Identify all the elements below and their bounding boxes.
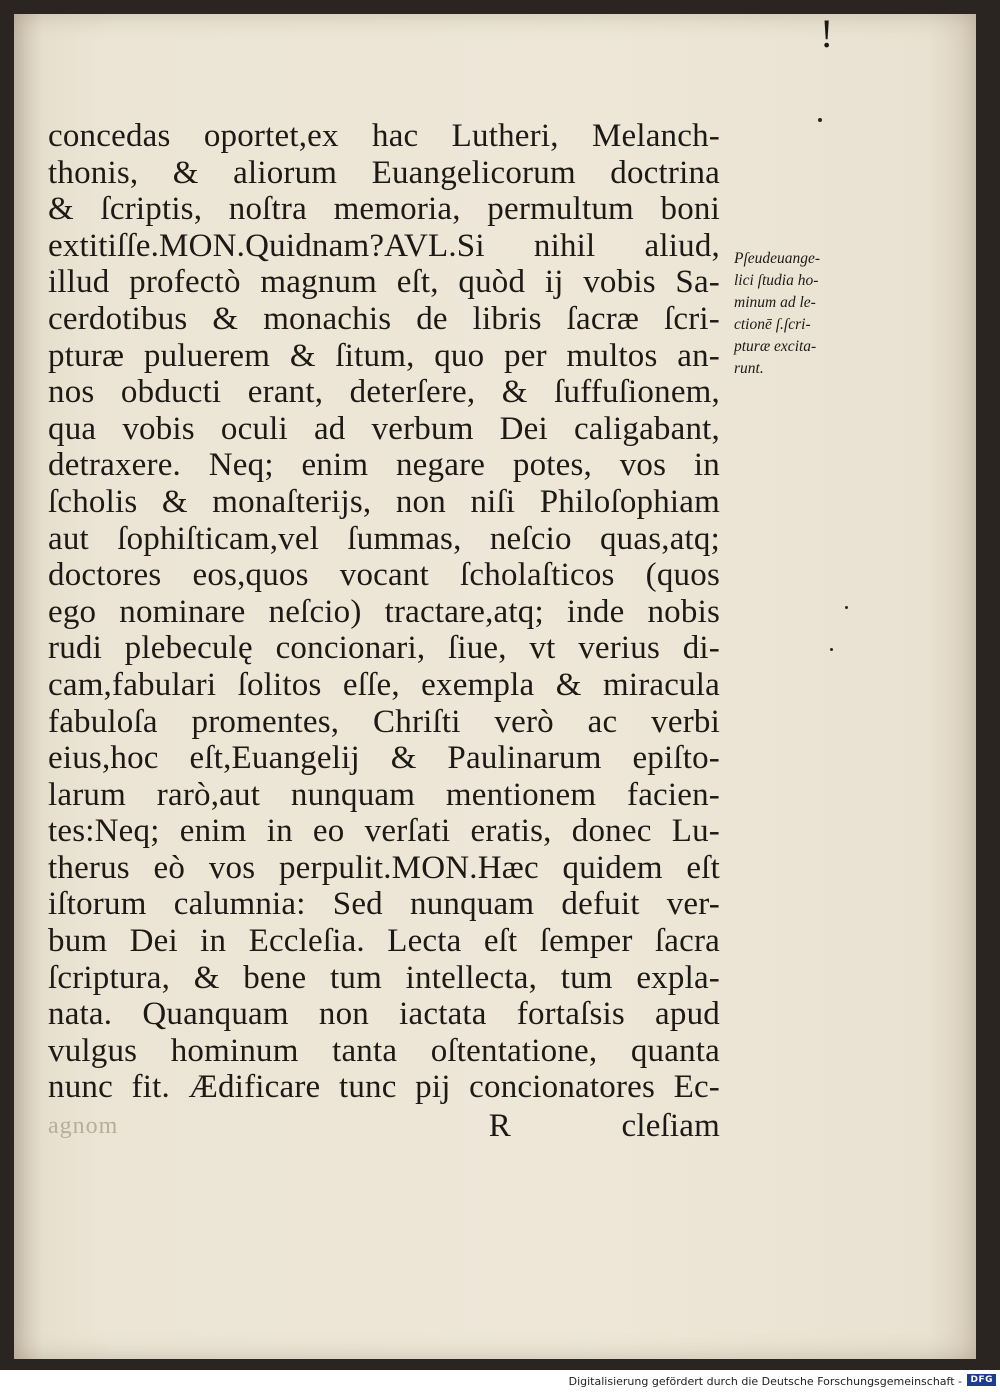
text-line: & ſcriptis, noſtra memoria, permultum boni (48, 191, 720, 228)
text-line: ſcholis & monaſterijs, non niſi Philoſophiam (48, 483, 720, 520)
text-line: iſtorum calumnia: Sed nunquam defuit ver- (48, 886, 720, 923)
marginal-note-line: minum ad le- (734, 294, 816, 311)
text-line: eius,hoc eſt,Euangelij & Paulinarum epiſto- (48, 740, 720, 777)
text-line: thonis, & aliorum Euangelicorum doctrina (48, 154, 720, 191)
marginal-note-line: runt. (734, 360, 764, 377)
show-through-text: agnom (48, 1113, 119, 1140)
text-line: therus eò vos perpulit.MON.Hæc quidem eſt (48, 849, 720, 886)
signature-mark: R (488, 1108, 512, 1145)
text-line: fabuloſa promentes, Chriſti verò ac verbi (48, 703, 720, 740)
marginal-note-line: Pſeudeuange- (734, 250, 821, 267)
marginal-note-line: ctionē ſ.ſcri- (734, 316, 811, 333)
text-line: extitiſſe.MON.Quidnam?AVL.Si nihil aliud, (48, 227, 720, 264)
top-margin-mark: ! (820, 11, 834, 56)
catchword: cleſiam (621, 1108, 720, 1145)
text-line: doctores eos,quos vocant ſcholaſticos (quos (48, 557, 720, 594)
text-line: detraxere. Neq; enim negare potes, vos in (48, 447, 720, 484)
footer-credit: Digitalisierung gefördert durch die Deutsche Forschungsgemeinschaft - (568, 1375, 962, 1388)
body-text (48, 118, 720, 1145)
marginal-note-line: lici ſtudia ho- (734, 272, 819, 289)
text-line: concedas oportet,ex hac Lutheri, Melanch- (48, 118, 720, 154)
ink-speck (830, 648, 833, 651)
text-line: illud profectò magnum eſt, quòd ij vobis Sa- (48, 264, 720, 301)
ink-speck (818, 118, 822, 122)
text-line: cerdotibus & monachis de libris ſacræ ſcri- (48, 300, 720, 337)
ink-speck (845, 606, 848, 609)
text-line: larum rarò,aut nunquam mentionem facien- (48, 776, 720, 813)
text-line: vulgus hominum tanta oſtentatione, quanta (48, 1032, 720, 1069)
text-line: aut ſophiſticam,vel ſummas, neſcio quas,atq; (48, 520, 720, 557)
text-line: bum Dei in Eccleſia. Lecta eſt ſemper ſacra (48, 923, 720, 960)
text-line: qua vobis oculi ad verbum Dei caligabant, (48, 410, 720, 447)
dfg-logo: DFG (967, 1374, 996, 1386)
text-line: cam,fabulari ſolitos eſſe, exempla & miracula (48, 666, 720, 703)
text-line: pturæ puluerem & ſitum, quo per multos an- (48, 337, 720, 374)
text-line: rudi plebeculę concionari, ſiue, vt verius di- (48, 630, 720, 667)
text-line: ſcriptura, & bene tum intellecta, tum expla- (48, 959, 720, 996)
text-line: nos obducti erant, deterſere, & ſuffuſionem, (48, 374, 720, 411)
page-foot-line (48, 1106, 720, 1145)
text-line: nata. Quanquam non iactata fortaſsis apud (48, 996, 720, 1033)
marginal-note (734, 248, 874, 380)
text-line: nunc fit. Ædificare tunc pij concionatores Ec- (48, 1069, 720, 1106)
text-line: ego nominare neſcio) tractare,atq; inde nobis (48, 593, 720, 630)
text-line: tes:Neq; enim in eo verſati eratis, donec Lu- (48, 813, 720, 850)
footer-bar (0, 1370, 1000, 1392)
marginal-note-line: pturæ excita- (734, 338, 817, 355)
